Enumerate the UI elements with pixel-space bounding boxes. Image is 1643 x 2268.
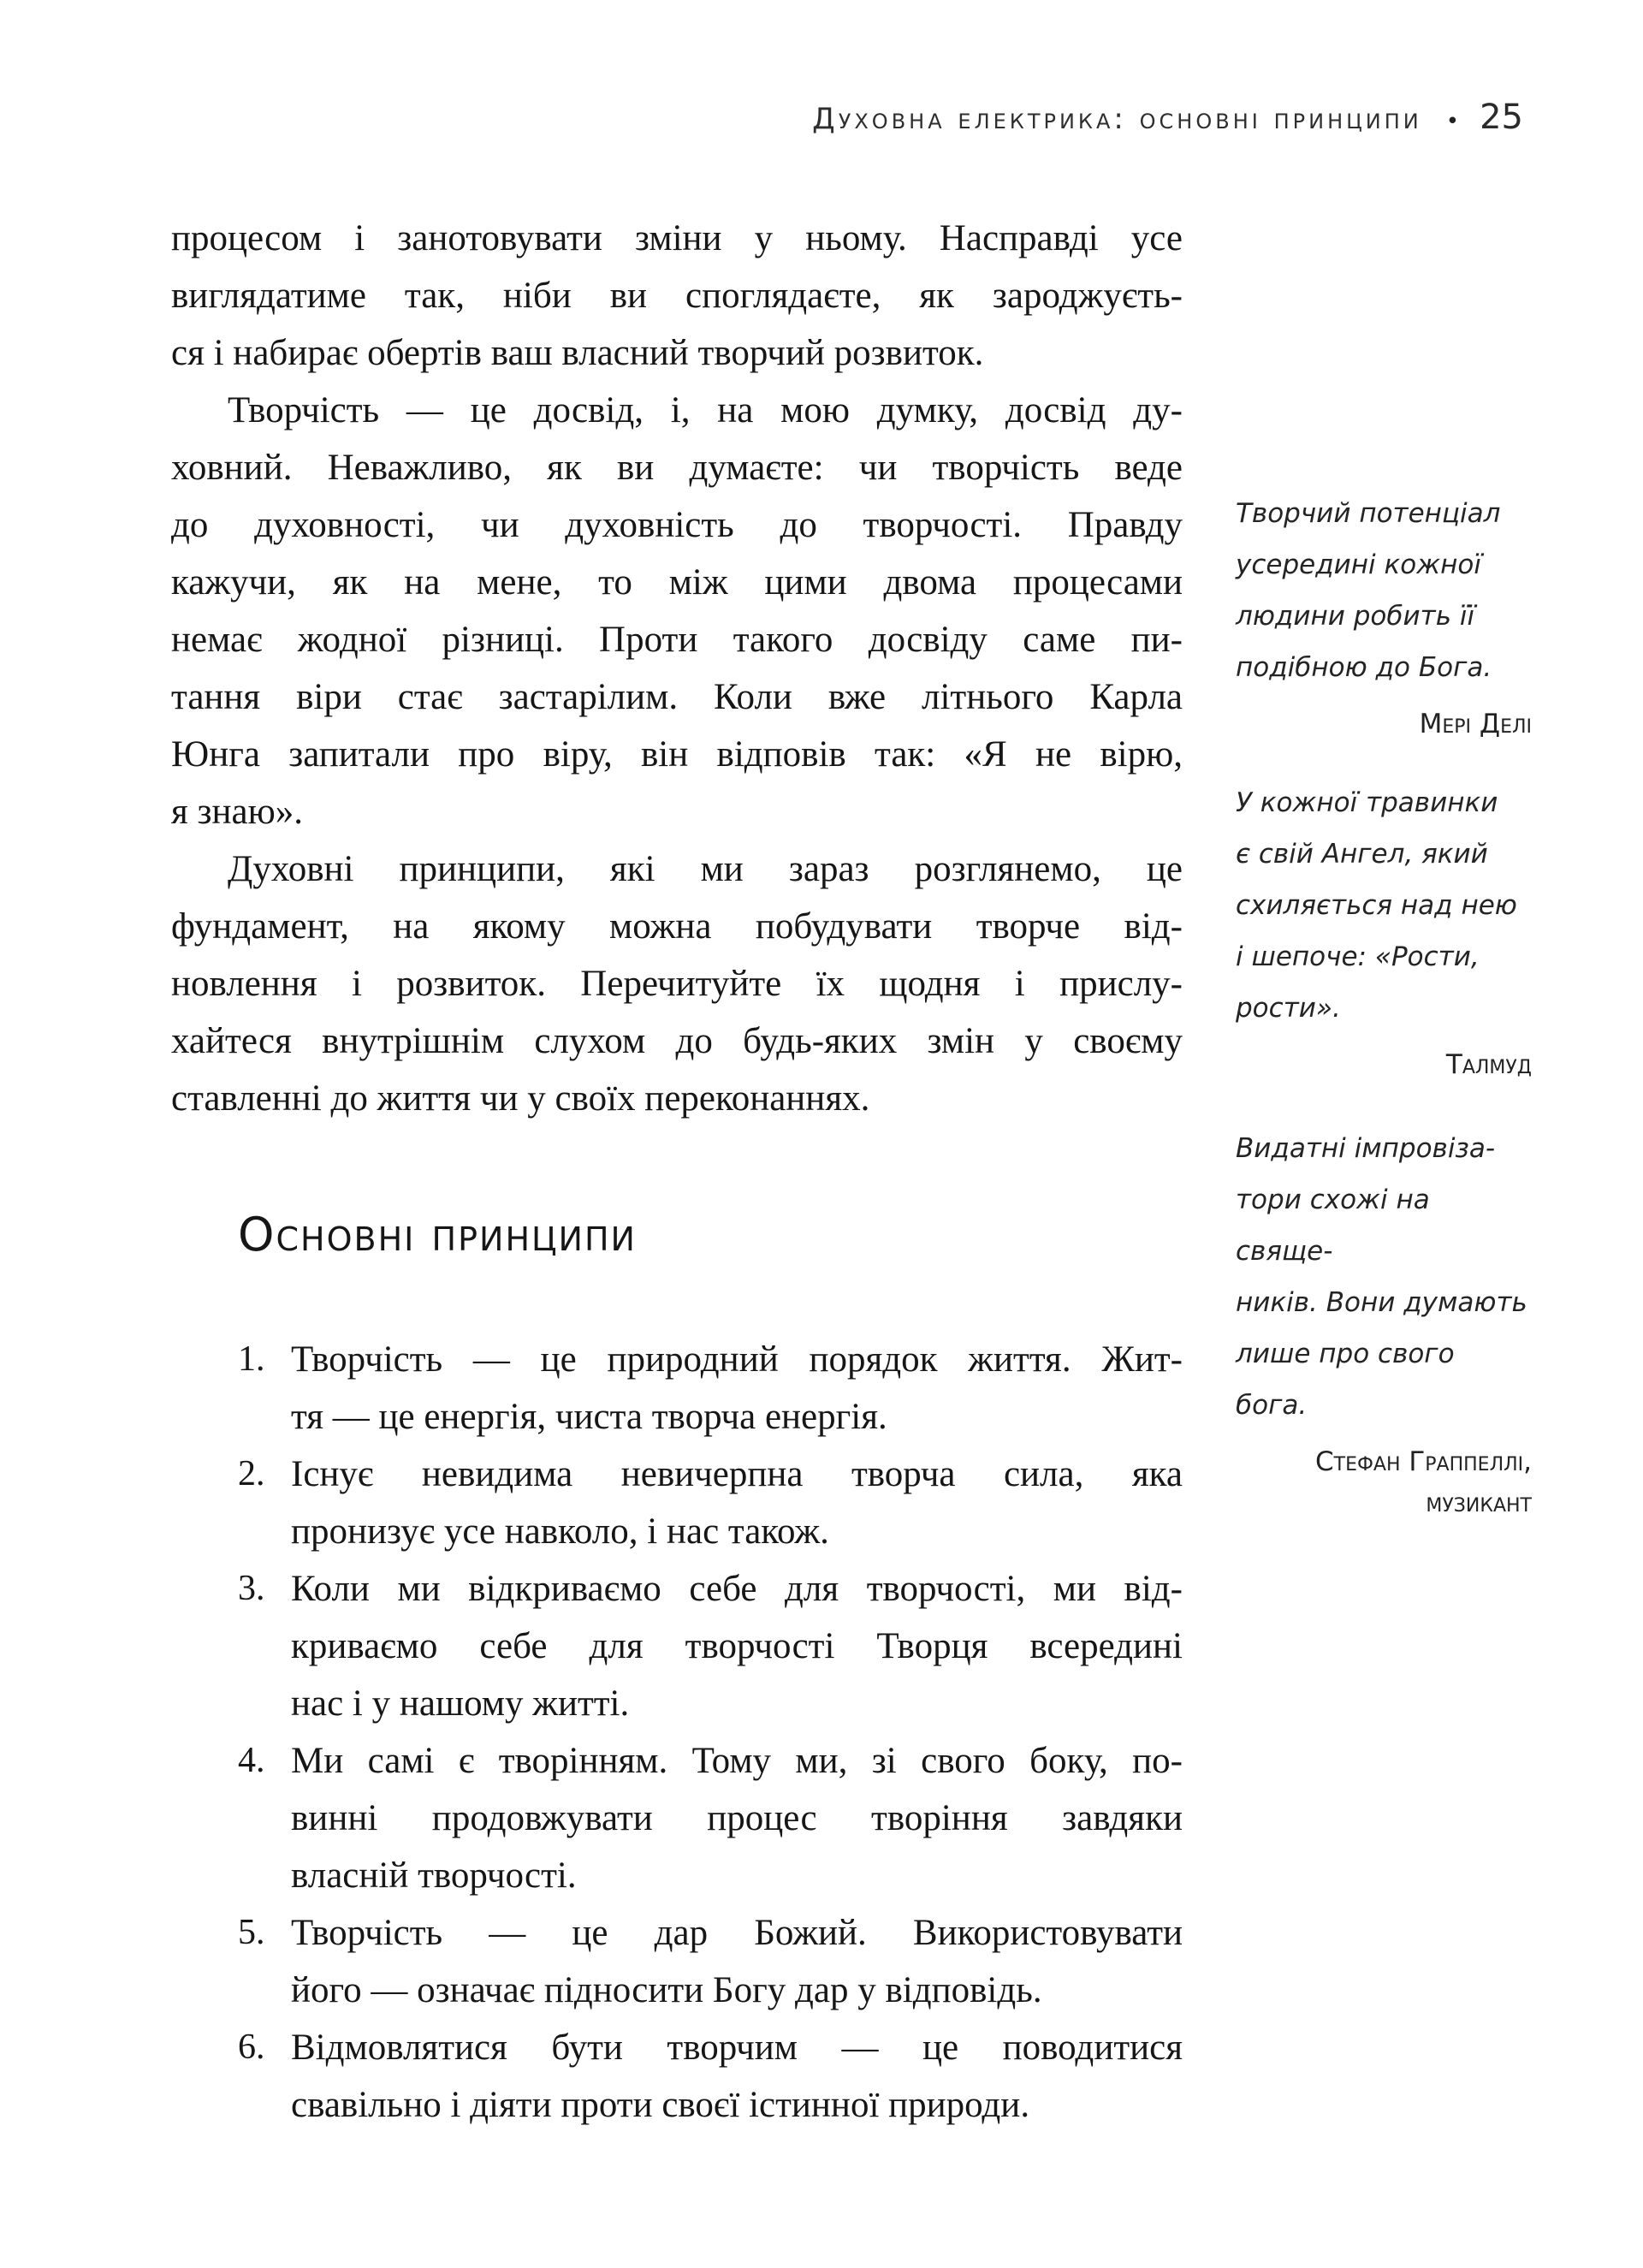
text-line: схиляється над нею [1236,890,1517,921]
text-line: Відмовлятися бути творчим — це поводитися [291,2028,1183,2068]
text-line: свавільно і діяти проти своєї істинної природи. [291,2085,1030,2125]
text-line: тання віри стає застарілим. Коли вже літнього Карла [171,677,1183,717]
principle-text [291,1560,1183,1732]
principle-number: 5. [238,1913,265,1952]
text-line: рости». [1236,993,1341,1024]
quote-attribution [1236,704,1532,745]
paragraph [171,382,1183,840]
quote-attribution [1236,1441,1532,1523]
attribution-line: музикант [1426,1487,1532,1518]
text-line: власній творчості. [291,1855,577,1896]
text-line: Творчий потенціал [1236,498,1501,529]
text-line: Існує невидима невичерпна творча сила, яка [291,1454,1183,1494]
text-line: і шепоче: «Рости, [1236,941,1480,972]
principles-list [238,1331,1183,2134]
paragraph [171,210,1183,382]
paragraph [171,840,1183,1127]
text-line: ся і набирає обертів ваш власний творчий розвиток. [171,333,984,373]
text-line: людини робить її [1236,601,1475,632]
text-line: Коли ми відкриваємо себе для творчості, ми від- [291,1569,1183,1609]
text-line: лише про свого бога. [1236,1339,1455,1421]
text-line: Творчість — це дар Божий. Використовувати [291,1913,1183,1953]
principle-text [291,1331,1183,1446]
text-line: ників. Вони думають [1236,1287,1527,1318]
margin-quote [1236,1123,1532,1523]
text-line: Духовні принципи, які ми зараз розглянемо, це [228,849,1183,889]
principle-text [291,1446,1183,1560]
text-line: Творчість — це природний порядок життя. Жит- [291,1339,1183,1380]
text-line: Видатні імпровіза- [1236,1133,1496,1164]
text-line: фундамент, на якому можна побудувати творче від- [171,906,1183,947]
margin-quote [1236,488,1532,745]
text-line: подібною до Бога. [1236,652,1492,683]
text-line: кажучи, як на мене, то між цими двома процесами [171,562,1183,603]
principle-number: 6. [238,2028,265,2067]
text-line: усередині кожної [1236,549,1481,580]
header-bullet-separator: • [1445,109,1460,134]
page-number: 25 [1480,98,1523,137]
principle-text [291,1732,1183,1904]
main-text-column [171,210,1183,2134]
margin-quote [1236,777,1532,1085]
principle-number: 3. [238,1569,265,1608]
text-line: є свій Ангел, який [1236,839,1488,870]
text-line: Юнга запитали про віру, він відповів так: «Я не вірю, [171,734,1183,775]
principle-number: 4. [238,1741,265,1780]
attribution-line: Талмуд [1445,1049,1532,1080]
margin-quote-text [1236,488,1532,693]
margin-quote-text [1236,1123,1532,1431]
text-line: пронизує усе навколо, і нас також. [291,1511,829,1552]
principle-item [238,1560,1183,1732]
principle-number: 2. [238,1454,265,1493]
principle-item [238,1446,1183,1560]
section-heading: Основні принципи [238,1208,637,1262]
text-line: тори схожі на свяще- [1236,1184,1430,1267]
text-line: новлення і розвиток. Перечитуйте їх щодня і прислу- [171,964,1183,1004]
principle-item [238,1331,1183,1446]
text-line: до духовності, чи духовність до творчості. Правду [171,505,1183,545]
principle-number: 1. [238,1339,265,1379]
running-head-title: Духовна електрика: основні принципи [812,102,1422,136]
text-line: нас і у нашому житті. [291,1683,630,1724]
text-line: виглядатиме так, ніби ви споглядаєте, як зароджуєть- [171,276,1183,316]
text-line: процесом і занотовувати зміни у ньому. Насправді усе [171,218,1183,258]
quote-attribution [1236,1044,1532,1085]
margin-quotes-column [1236,0,1532,2268]
text-line: Творчість — це досвід, і, на мою думку, досвід ду- [228,390,1183,430]
principle-item [238,2019,1183,2134]
text-line: хайтеся внутрішнім слухом до будь-яких змін у своєму [171,1021,1183,1061]
text-line: немає жодної різниці. Проти такого досвіду саме пи- [171,620,1183,660]
text-line: криваємо себе для творчості Творця всередині [291,1626,1183,1666]
paragraphs-block [171,210,1183,1127]
principle-item [238,1904,1183,2019]
principle-text [291,2019,1183,2134]
principle-text [291,1904,1183,2019]
attribution-line: Стефан Граппеллі, [1314,1446,1532,1477]
text-line: тя — це енергія, чиста творча енергія. [291,1397,887,1437]
text-line: я знаю». [171,792,303,832]
text-line: ставленні до життя чи у своїх переконаннях. [171,1078,870,1119]
text-line: ховний. Неважливо, як ви думаєте: чи творчість веде [171,448,1183,488]
margin-quote-text [1236,777,1532,1034]
text-line: У кожної травинки [1236,787,1498,818]
text-line: винні продовжувати процес творіння завдяки [291,1798,1183,1838]
principle-item [238,1732,1183,1904]
text-line: його — означає підносити Богу дар у відповідь. [291,1970,1042,2010]
text-line: Ми самі є творінням. Тому ми, зі свого боку, по- [291,1741,1183,1781]
attribution-line: Мері Делі [1419,709,1532,739]
